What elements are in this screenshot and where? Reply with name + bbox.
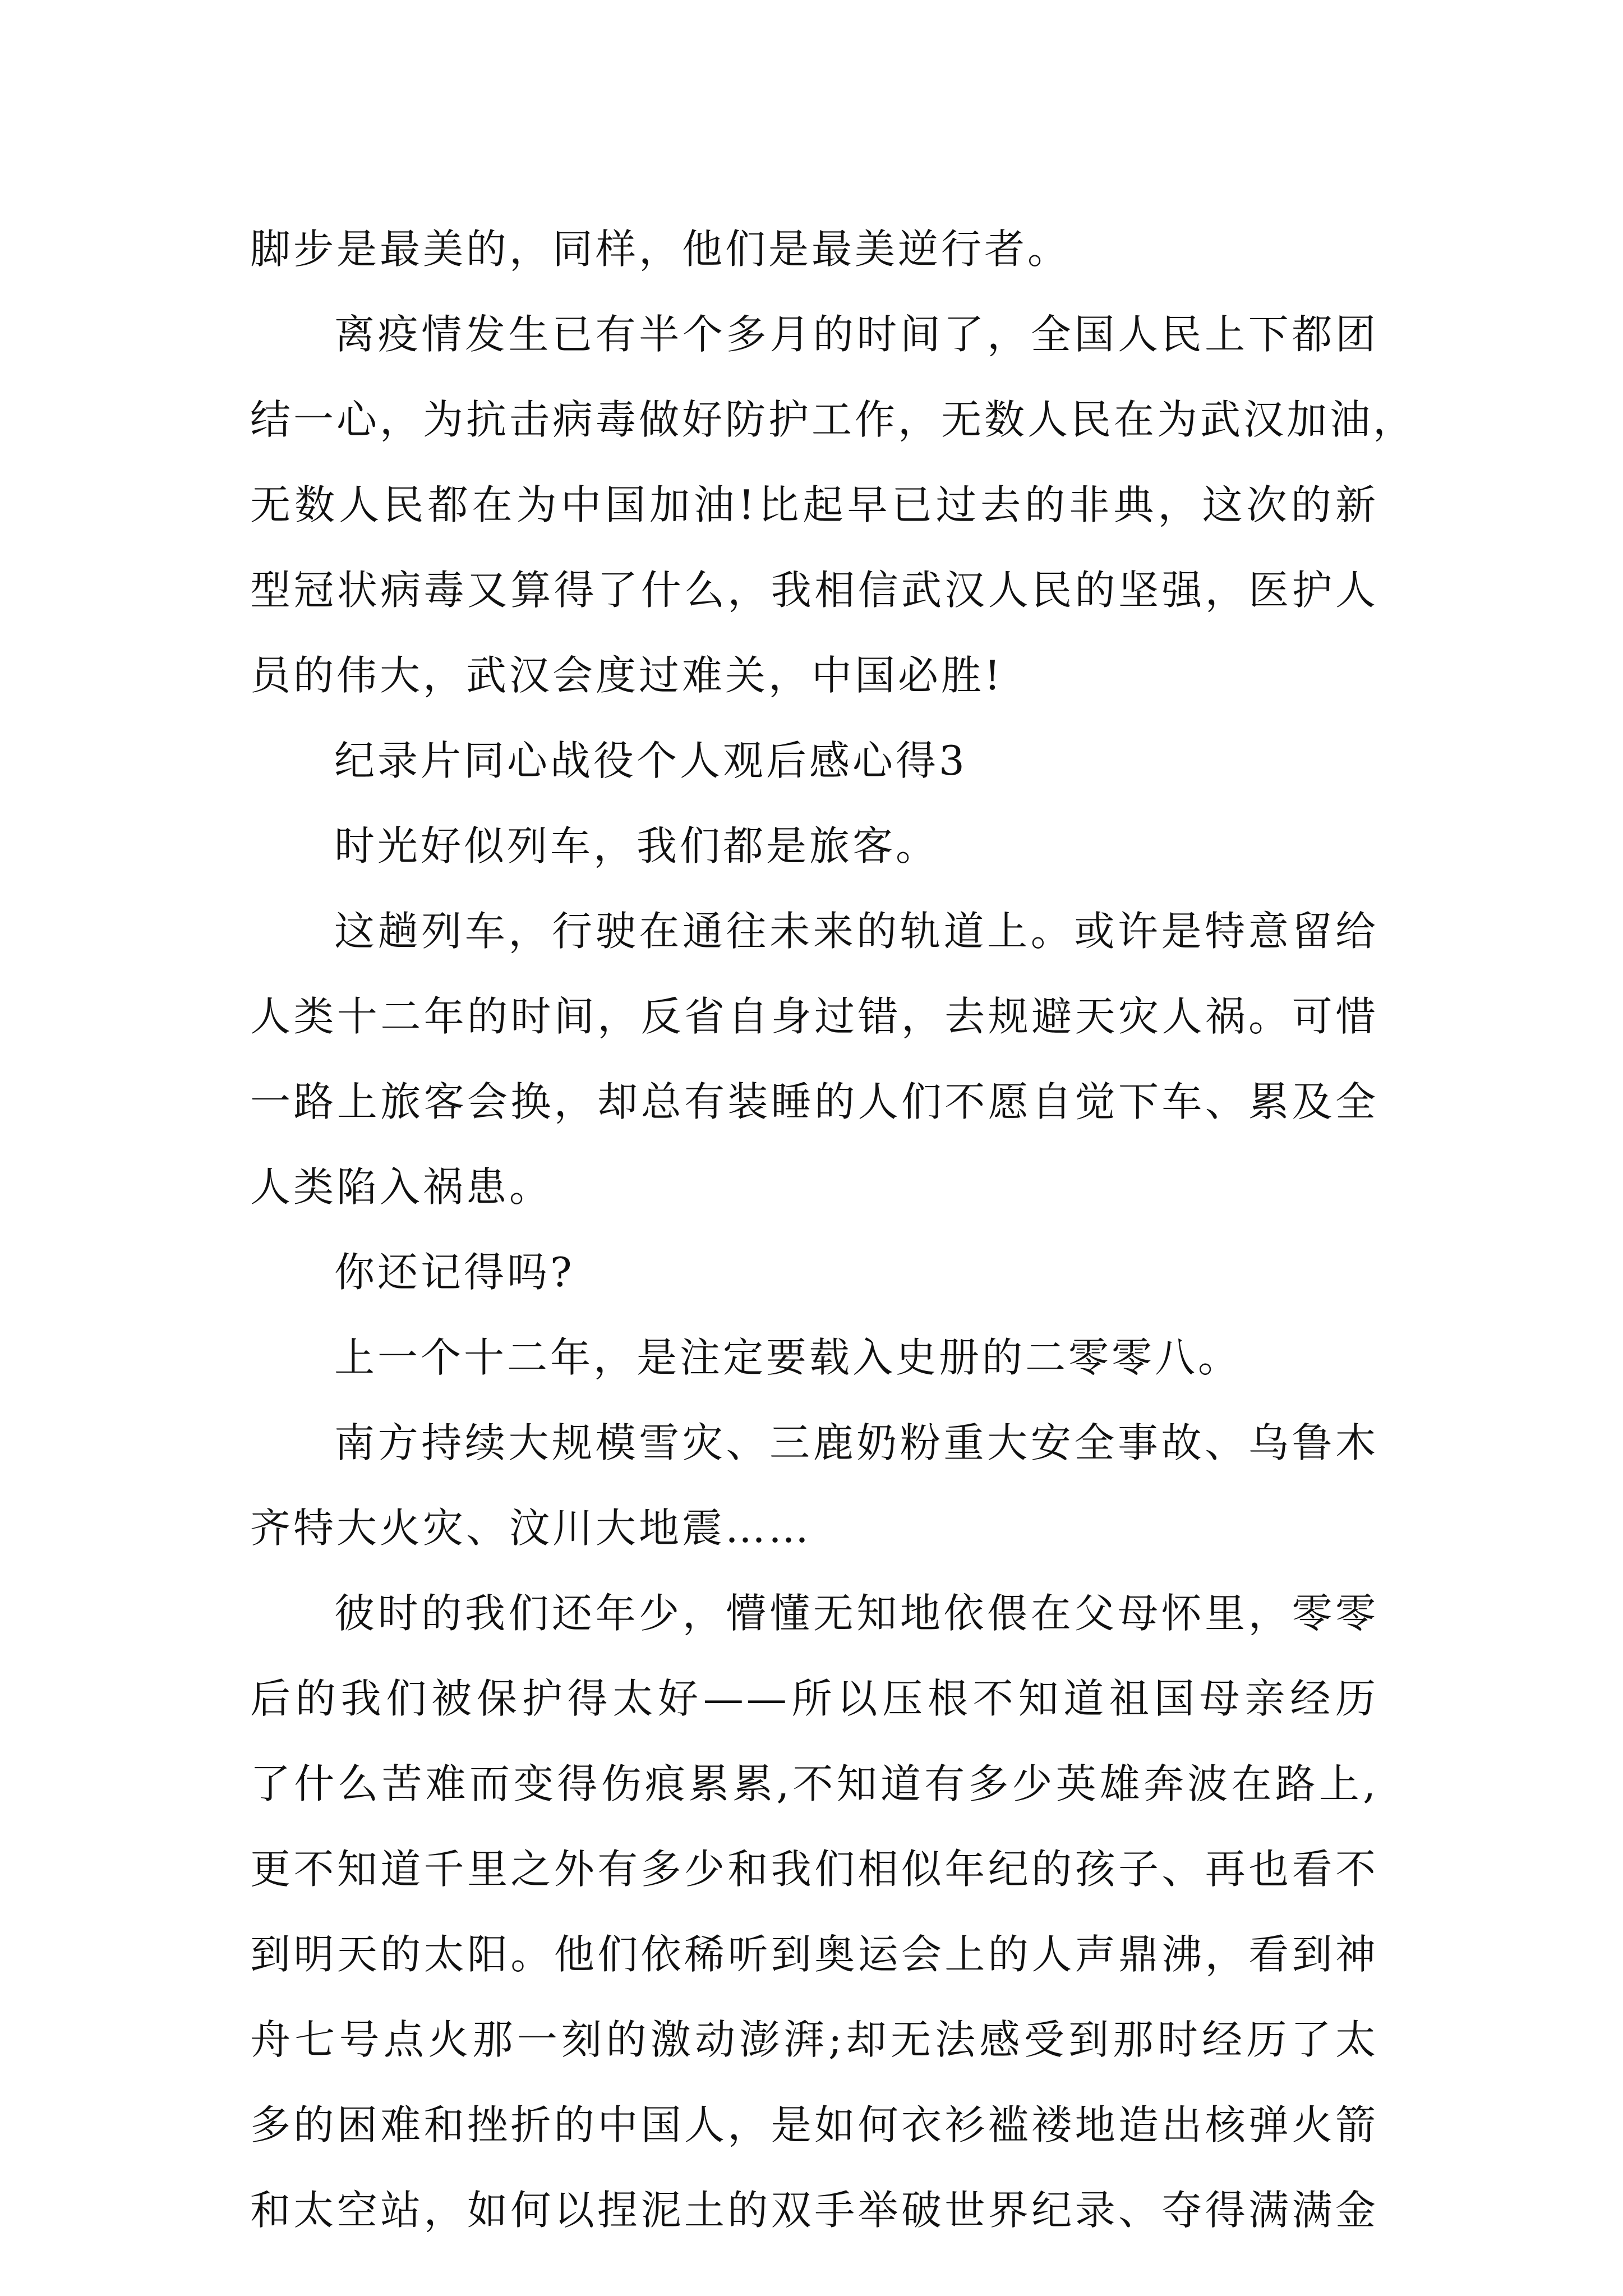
text-line: 结一心，为抗击病毒做好防护工作，无数人民在为武汉加油，: [250, 396, 1417, 443]
text-line: 这趟列车，行驶在通往未来的轨道上。或许是特意留给: [334, 908, 1378, 955]
text-line: 彼时的我们还年少，懵懂无知地依偎在父母怀里，零零: [334, 1590, 1378, 1637]
section-heading: 纪录片同心战役个人观后感心得3: [334, 737, 967, 784]
text-line: 到明天的太阳。他们依稀听到奥运会上的人声鼎沸，看到神: [250, 1931, 1378, 1978]
text-line: 后的我们被保护得太好——所以压根不知道祖国母亲经历: [250, 1675, 1378, 1722]
text-line: 上一个十二年，是注定要载入史册的二零零八。: [334, 1334, 1242, 1381]
text-line: 一路上旅客会换，却总有装睡的人们不愿自觉下车、累及全: [250, 1078, 1378, 1125]
text-line: 员的伟大，武汉会度过难关，中国必胜!: [250, 652, 1003, 699]
text-line: 更不知道千里之外有多少和我们相似年纪的孩子、再也看不: [250, 1846, 1378, 1893]
text-line: 和太空站，如何以捏泥土的双手举破世界纪录、夺得满满金: [250, 2187, 1378, 2234]
document-body: [250, 206, 1417, 2253]
text-line: 人类十二年的时间，反省自身过错，去规避天灾人祸。可惜: [250, 993, 1378, 1040]
text-line: 型冠状病毒又算得了什么，我相信武汉人民的坚强，医护人: [250, 567, 1378, 614]
text-line: 齐特大火灾、汶川大地震……: [250, 1504, 812, 1552]
text-line: 你还记得吗?: [334, 1249, 575, 1296]
text-line: 多的困难和挫折的中国人，是如何衣衫褴褛地造出核弹火箭: [250, 2101, 1378, 2148]
text-line: 时光好似列车，我们都是旅客。: [334, 822, 939, 869]
text-line: 南方持续大规模雪灾、三鹿奶粉重大安全事故、乌鲁木: [334, 1419, 1378, 1466]
text-line: 无数人民都在为中国加油!比起早已过去的非典，这次的新: [250, 481, 1378, 528]
text-line: 离疫情发生已有半个多月的时间了，全国人民上下都团: [334, 311, 1378, 358]
text-line: 人类陷入祸患。: [250, 1163, 553, 1211]
text-line: 舟七号点火那一刻的激动澎湃;却无法感受到那时经历了太: [250, 2016, 1378, 2063]
text-line: 了什么苦难而变得伤痕累累,不知道有多少英雄奔波在路上,: [250, 1760, 1378, 1807]
text-line: 脚步是最美的，同样，他们是最美逆行者。: [250, 226, 1071, 273]
